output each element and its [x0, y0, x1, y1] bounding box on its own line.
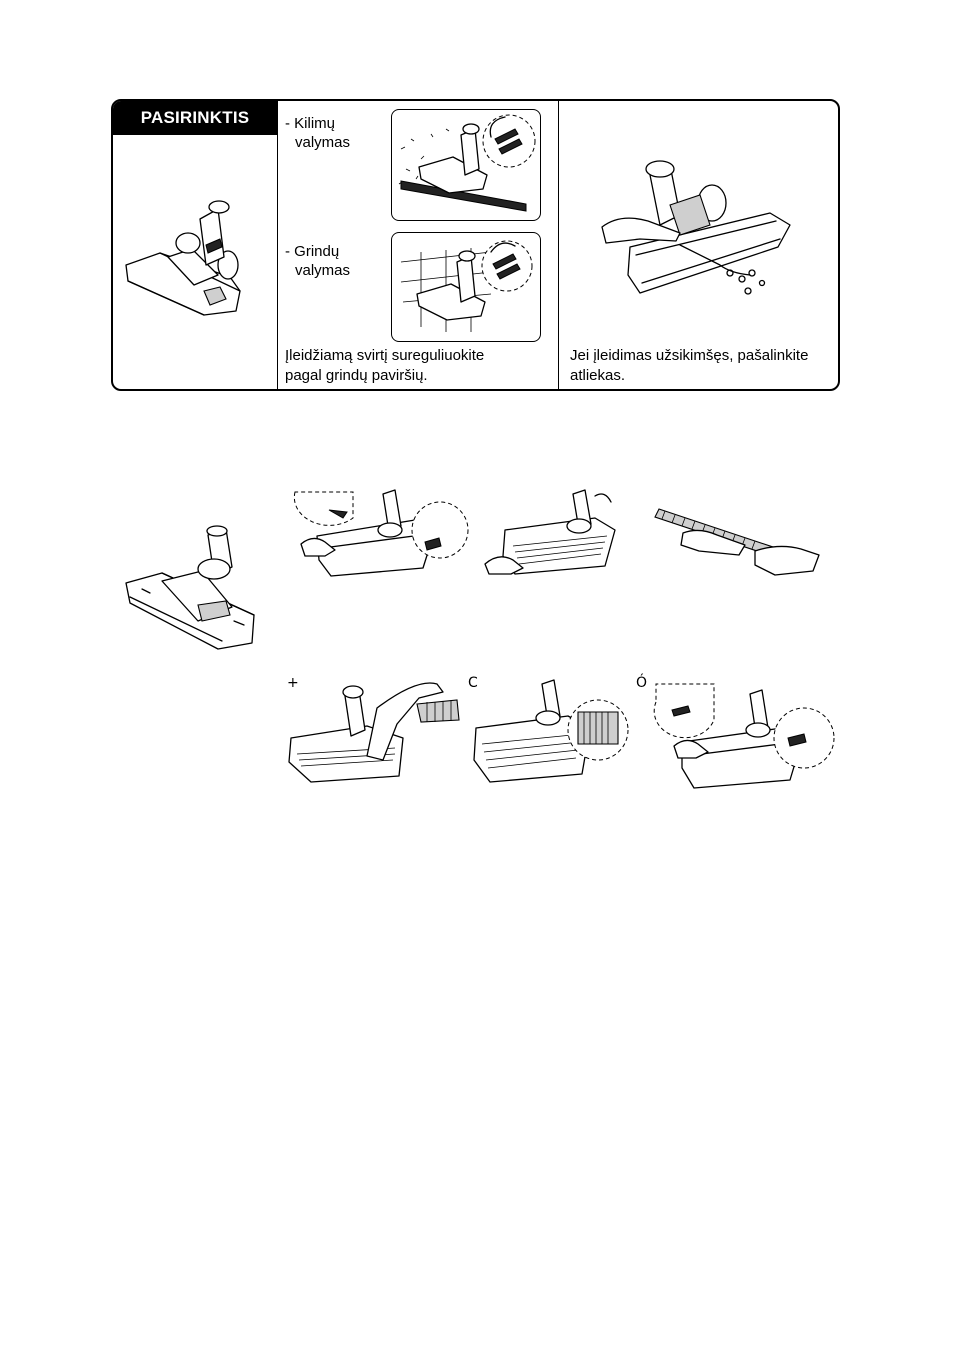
- carpet-nozzle-icon: [391, 109, 541, 221]
- option-carpet-line1: Kilimų: [294, 115, 336, 132]
- section-badge: PASIRINKTIS: [113, 101, 277, 134]
- column-divider-left: [277, 101, 278, 390]
- step-release-cover-icon: [295, 490, 470, 585]
- option-carpet-line2: valymas: [295, 134, 351, 151]
- option-floor-line2: valymas: [295, 262, 351, 279]
- badge-underline: [113, 134, 277, 135]
- step-marker-plus: +: [287, 675, 299, 691]
- clog-removal-icon: [600, 155, 800, 300]
- step-reinsert-brush-icon: [472, 680, 632, 785]
- step-marker-o: Ó: [636, 675, 648, 691]
- step-remove-brush-icon: [655, 505, 820, 580]
- step-vacuum-hose-icon: [287, 675, 467, 783]
- lever-caption-line1: Įleidžiamą svirtį sureguliuokite: [285, 347, 485, 364]
- floor-nozzle-icon: [391, 232, 541, 342]
- option-dash: -: [285, 115, 290, 132]
- option-carpet: [285, 114, 335, 134]
- option-floor: [285, 242, 339, 262]
- clog-caption-line1: Jei įleidimas užsikimšęs, pašalinkite: [570, 347, 809, 364]
- step-open-cover-icon: [485, 490, 625, 580]
- column-divider-right: [558, 101, 559, 390]
- option-floor-line1: Grindų: [294, 243, 340, 260]
- clog-caption-line2: atliekas.: [570, 367, 626, 384]
- lever-caption-line2: pagal grindų paviršių.: [285, 367, 428, 384]
- step-marker-c: C: [468, 675, 478, 691]
- step-close-cover-icon: [652, 680, 832, 790]
- turbo-nozzle-icon: [122, 525, 262, 650]
- floor-nozzle-icon: [120, 195, 270, 325]
- option-dash: -: [285, 243, 290, 260]
